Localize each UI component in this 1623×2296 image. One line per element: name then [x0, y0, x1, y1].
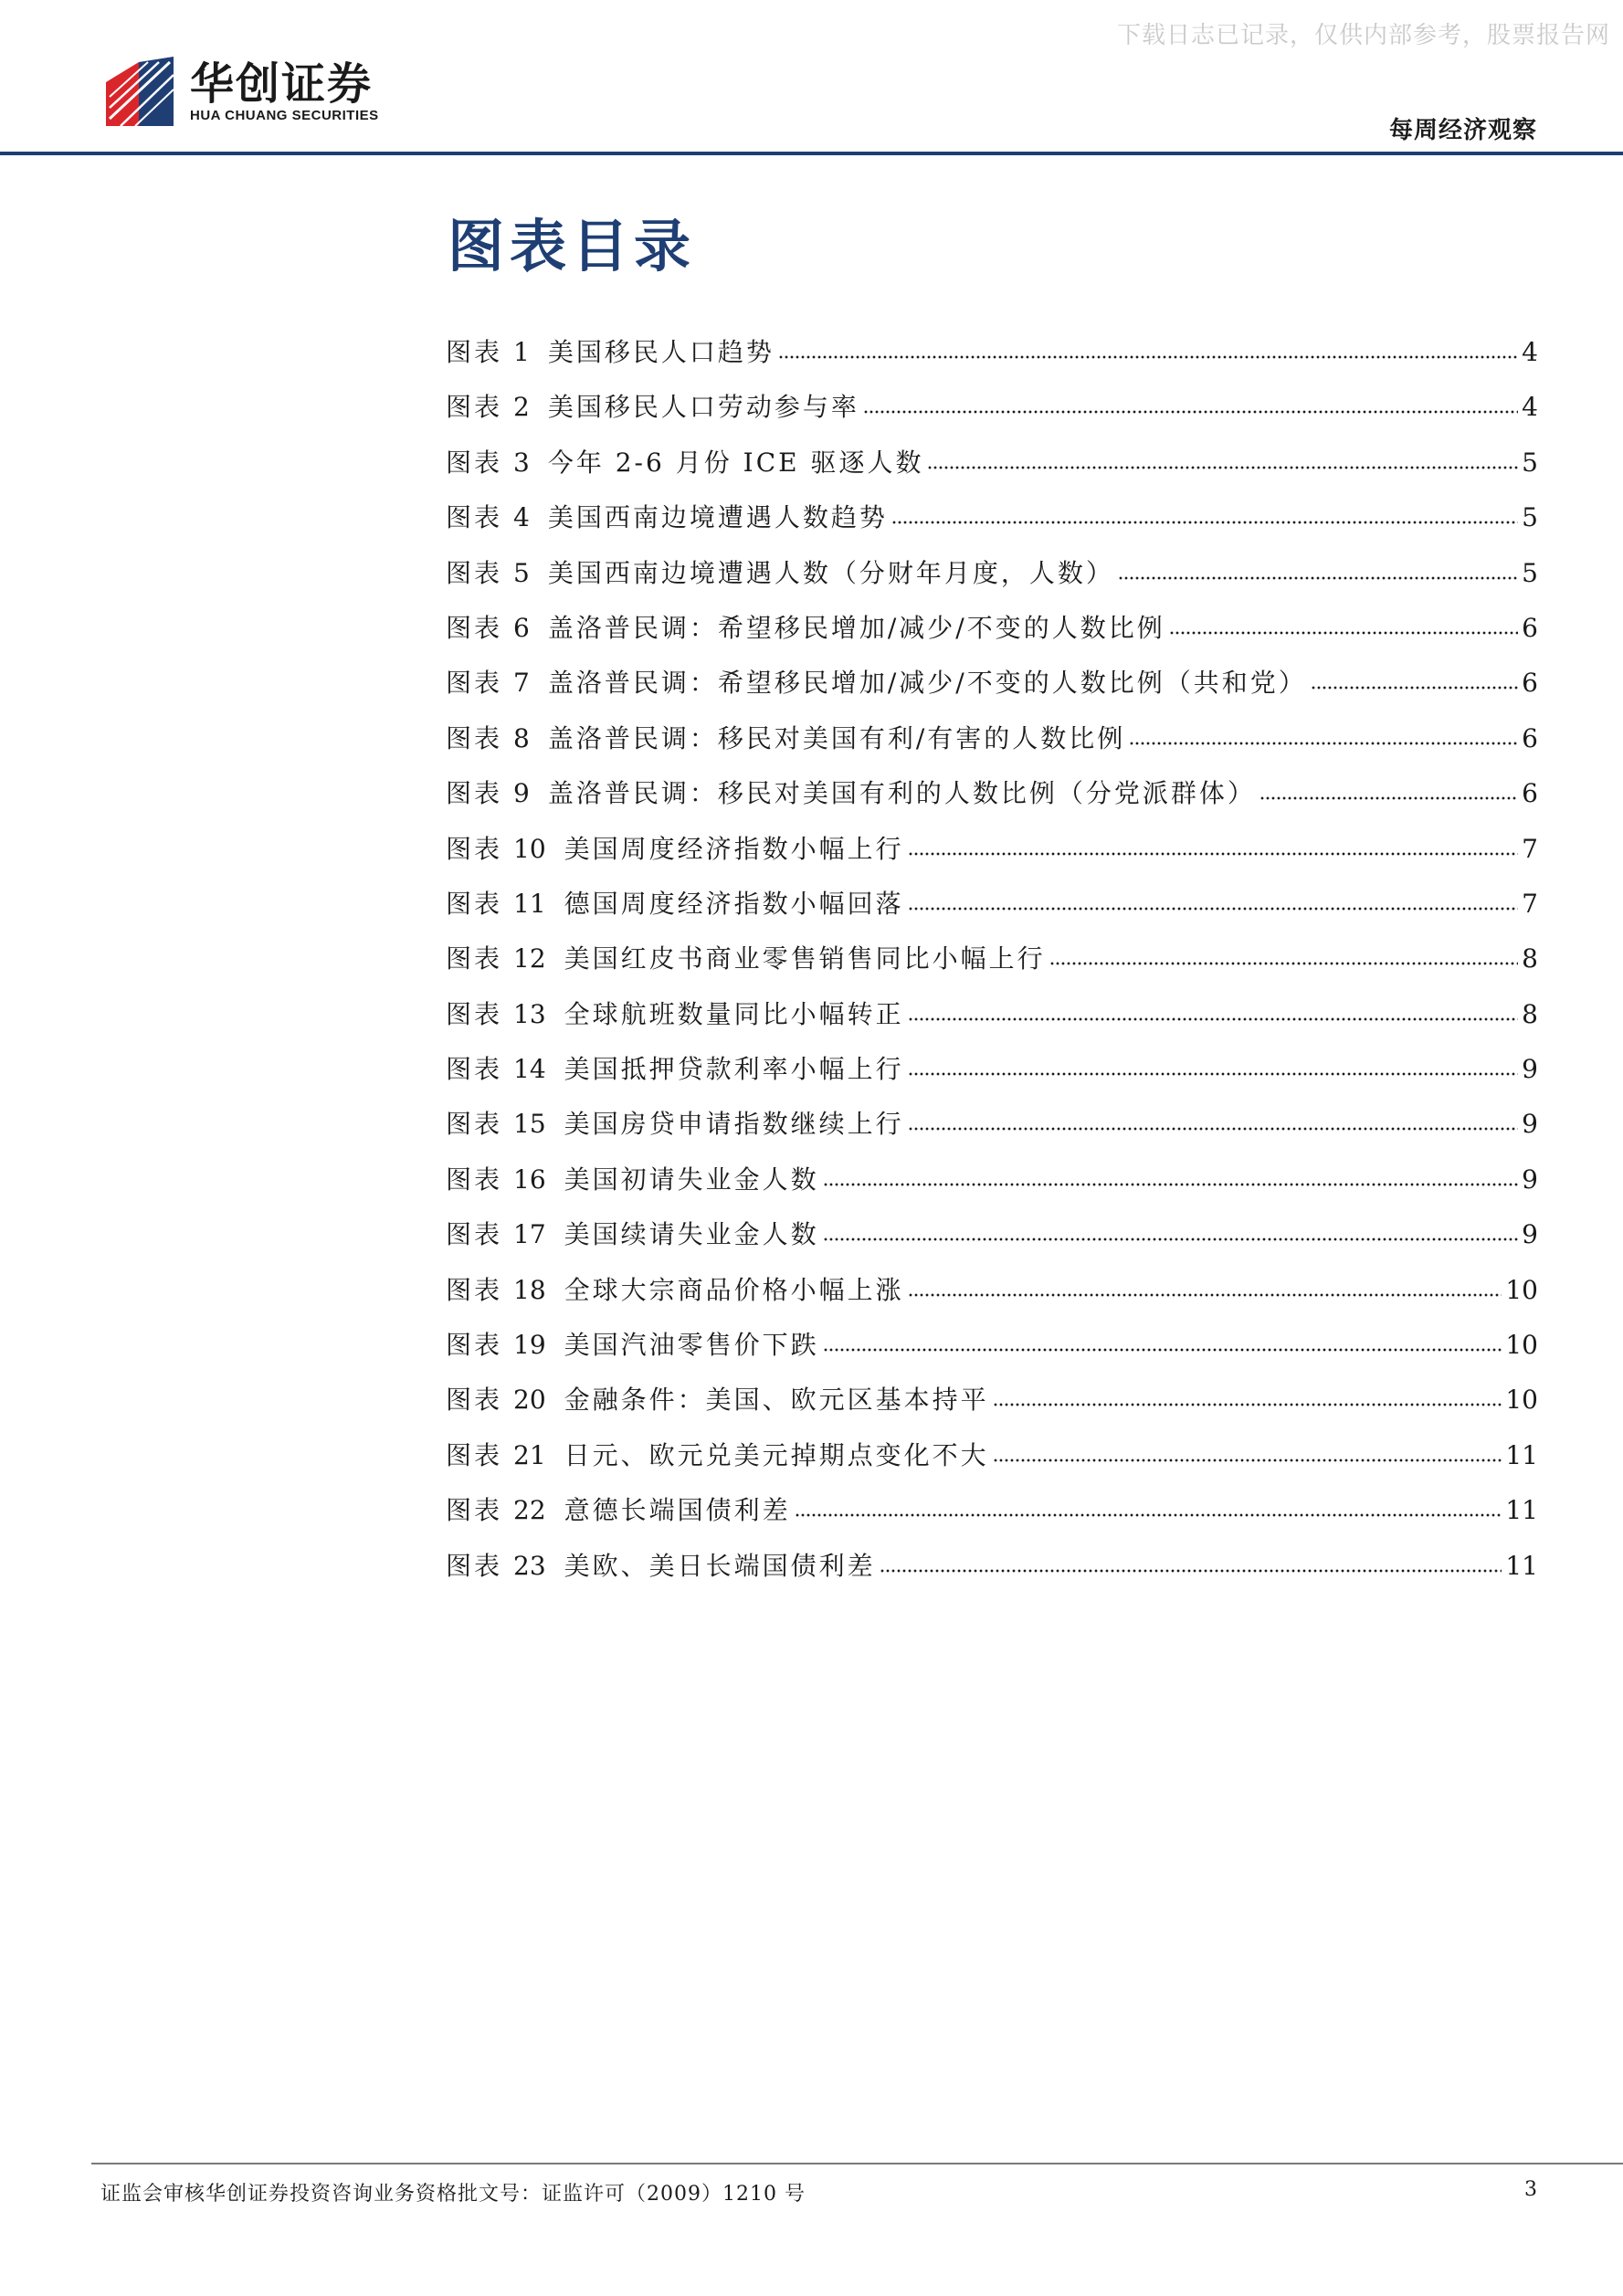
toc-leader-dots: [863, 408, 1518, 416]
toc-leader-dots: [908, 1016, 1519, 1023]
toc-item[interactable]: [446, 721, 1538, 775]
footer-divider: [91, 2163, 1623, 2164]
toc-leader-dots: [795, 1511, 1502, 1519]
toc-leader-dots: [1118, 574, 1518, 582]
toc-item[interactable]: [446, 1162, 1538, 1216]
toc-item-number: 10: [513, 833, 546, 864]
toc-item-page: 8: [1522, 943, 1538, 974]
toc-item-page: 5: [1522, 557, 1538, 588]
toc-item[interactable]: [446, 1438, 1538, 1492]
toc-item-number: 23: [513, 1550, 546, 1581]
toc-item-number: 17: [513, 1219, 546, 1250]
toc-leader-dots: [891, 519, 1518, 526]
toc-item-title: 全球大宗商品价格小幅上涨: [564, 1274, 904, 1305]
toc-item-number: 1: [513, 337, 530, 367]
toc-list: [446, 334, 1538, 1603]
toc-item-page: 10: [1505, 1330, 1538, 1361]
toc-leader-dots: [908, 1070, 1519, 1078]
toc-item-page: 5: [1522, 502, 1538, 533]
toc-item-title: 美国初请失业金人数: [564, 1164, 819, 1195]
toc-item-label: 图表: [446, 1330, 503, 1361]
toc-item-label: 图表: [446, 943, 503, 974]
toc-title: 图表目录: [448, 213, 697, 279]
toc-item-number: 8: [513, 722, 530, 753]
toc-leader-dots: [908, 905, 1519, 912]
toc-item-label: 图表: [446, 668, 503, 699]
toc-leader-dots: [993, 1401, 1502, 1408]
toc-item-label: 图表: [446, 998, 503, 1029]
toc-item-label: 图表: [446, 447, 503, 478]
toc-item[interactable]: [446, 1051, 1538, 1106]
toc-item-label: 图表: [446, 1439, 503, 1470]
page-number: 3: [1524, 2178, 1537, 2201]
toc-item-number: 12: [513, 943, 546, 974]
toc-item-title: 日元、欧元兑美元掉期点变化不大: [564, 1439, 989, 1470]
toc-item-label: 图表: [446, 1550, 503, 1581]
toc-item-title: 德国周度经济指数小幅回落: [564, 888, 904, 919]
toc-item-number: 13: [513, 998, 546, 1029]
toc-item[interactable]: [446, 334, 1538, 389]
toc-item-number: 7: [513, 668, 530, 699]
toc-item-page: 7: [1522, 888, 1538, 919]
toc-item[interactable]: [446, 389, 1538, 444]
toc-item-number: 11: [513, 888, 546, 919]
logo-chinese-name: 华创证券: [190, 58, 374, 110]
toc-item-title: 美国移民人口趋势: [547, 337, 775, 367]
toc-leader-dots: [778, 353, 1518, 361]
toc-item-title: 盖洛普民调：移民对美国有利/有害的人数比例: [547, 722, 1126, 753]
toc-item-number: 21: [513, 1439, 546, 1470]
toc-item-label: 图表: [446, 612, 503, 643]
toc-item-page: 5: [1522, 447, 1538, 478]
toc-leader-dots: [993, 1457, 1502, 1464]
toc-item-title: 盖洛普民调：希望移民增加/减少/不变的人数比例（共和党）: [547, 668, 1307, 699]
toc-item-number: 19: [513, 1330, 546, 1361]
toc-item-number: 3: [513, 447, 530, 478]
toc-item[interactable]: [446, 1548, 1538, 1603]
toc-leader-dots: [1259, 795, 1518, 802]
toc-item-label: 图表: [446, 1495, 503, 1526]
toc-item-page: 6: [1522, 668, 1538, 699]
toc-item-title: 美国房贷申请指数继续上行: [564, 1109, 904, 1140]
toc-leader-dots: [927, 464, 1518, 471]
toc-item-label: 图表: [446, 1164, 503, 1195]
toc-item-page: 11: [1505, 1495, 1538, 1526]
toc-item-page: 11: [1505, 1550, 1538, 1581]
toc-item-page: 6: [1522, 612, 1538, 643]
toc-item[interactable]: [446, 831, 1538, 886]
toc-item-title: 全球航班数量同比小幅转正: [564, 998, 904, 1029]
toc-item-label: 图表: [446, 888, 503, 919]
toc-item-page: 9: [1522, 1054, 1538, 1085]
toc-item[interactable]: [446, 665, 1538, 720]
toc-item-page: 9: [1522, 1109, 1538, 1140]
toc-leader-dots: [908, 1291, 1502, 1299]
toc-item[interactable]: [446, 1492, 1538, 1547]
toc-item[interactable]: [446, 996, 1538, 1051]
toc-item[interactable]: [446, 1216, 1538, 1271]
toc-item-page: 10: [1505, 1274, 1538, 1305]
toc-item-number: 16: [513, 1164, 546, 1195]
toc-item-label: 图表: [446, 1054, 503, 1085]
toc-item[interactable]: [446, 886, 1538, 941]
toc-item[interactable]: [446, 555, 1538, 610]
toc-item-number: 14: [513, 1054, 546, 1085]
toc-item[interactable]: [446, 1106, 1538, 1161]
toc-item-title: 美国汽油零售价下跌: [564, 1330, 819, 1361]
toc-item-number: 20: [513, 1385, 546, 1416]
toc-item[interactable]: [446, 775, 1538, 830]
toc-item-label: 图表: [446, 833, 503, 864]
toc-item-title: 金融条件：美国、欧元区基本持平: [564, 1385, 989, 1416]
toc-item-number: 2: [513, 392, 530, 423]
toc-leader-dots: [1169, 629, 1518, 637]
toc-item-page: 10: [1505, 1385, 1538, 1416]
toc-item-label: 图表: [446, 557, 503, 588]
footer-license: 证监会审核华创证券投资咨询业务资格批文号：证监许可（2009）1210 号: [100, 2183, 806, 2206]
toc-item-page: 7: [1522, 833, 1538, 864]
toc-item-number: 18: [513, 1274, 546, 1305]
toc-item-label: 图表: [446, 1385, 503, 1416]
toc-item-number: 6: [513, 612, 530, 643]
toc-item-page: 8: [1522, 998, 1538, 1029]
toc-item-page: 6: [1522, 778, 1538, 809]
watermark-text: 下载日志已记录，仅供内部参考，股票报告网: [1116, 22, 1610, 49]
toc-item-title: 今年 2-6 月份 ICE 驱逐人数: [547, 447, 924, 478]
logo-mark-icon: [102, 55, 177, 130]
toc-item-title: 美国西南边境遭遇人数（分财年月度，人数）: [547, 557, 1114, 588]
toc-item[interactable]: [446, 445, 1538, 500]
toc-leader-dots: [823, 1346, 1502, 1353]
company-logo: [102, 55, 379, 130]
logo-english-name: HUA CHUANG SECURITIES: [190, 108, 379, 123]
header-divider: [0, 152, 1623, 155]
toc-item-page: 9: [1522, 1219, 1538, 1250]
toc-item-label: 图表: [446, 337, 503, 367]
toc-item-page: 4: [1522, 337, 1538, 367]
toc-leader-dots: [908, 850, 1519, 858]
toc-item-page: 9: [1522, 1164, 1538, 1195]
toc-item-number: 15: [513, 1109, 546, 1140]
toc-leader-dots: [1311, 684, 1518, 691]
toc-item-label: 图表: [446, 778, 503, 809]
toc-item[interactable]: [446, 1382, 1538, 1437]
toc-item-number: 9: [513, 778, 530, 809]
toc-item-page: 4: [1522, 392, 1538, 423]
toc-item-title: 美国红皮书商业零售销售同比小幅上行: [564, 943, 1046, 974]
toc-item-number: 5: [513, 557, 530, 588]
toc-item[interactable]: [446, 941, 1538, 995]
toc-leader-dots: [1129, 740, 1518, 747]
toc-item[interactable]: [446, 610, 1538, 665]
toc-item-label: 图表: [446, 1274, 503, 1305]
toc-item-label: 图表: [446, 1109, 503, 1140]
toc-item-page: 6: [1522, 722, 1538, 753]
toc-item-label: 图表: [446, 722, 503, 753]
toc-leader-dots: [908, 1125, 1519, 1132]
toc-item-page: 11: [1505, 1439, 1538, 1470]
toc-item-title: 美国西南边境遭遇人数趋势: [547, 502, 888, 533]
toc-item-title: 美国移民人口劳动参与率: [547, 392, 859, 423]
toc-item-label: 图表: [446, 1219, 503, 1250]
report-type: 每周经济观察: [1388, 117, 1537, 144]
toc-item-title: 美国周度经济指数小幅上行: [564, 833, 904, 864]
toc-item[interactable]: [446, 1327, 1538, 1382]
toc-leader-dots: [823, 1236, 1519, 1243]
toc-item-title: 美国抵押贷款利率小幅上行: [564, 1054, 904, 1085]
toc-item-title: 盖洛普民调：移民对美国有利的人数比例（分党派群体）: [547, 778, 1256, 809]
toc-leader-dots: [880, 1567, 1502, 1575]
toc-item-number: 22: [513, 1495, 546, 1526]
toc-item-title: 意德长端国债利差: [564, 1495, 791, 1526]
toc-item-title: 美欧、美日长端国债利差: [564, 1550, 876, 1581]
toc-leader-dots: [1049, 960, 1519, 967]
toc-item-label: 图表: [446, 502, 503, 533]
toc-item-number: 4: [513, 502, 530, 533]
toc-item[interactable]: [446, 1272, 1538, 1327]
toc-item[interactable]: [446, 500, 1538, 554]
toc-item-label: 图表: [446, 392, 503, 423]
toc-item-title: 美国续请失业金人数: [564, 1219, 819, 1250]
toc-leader-dots: [823, 1181, 1519, 1188]
toc-item-title: 盖洛普民调：希望移民增加/减少/不变的人数比例: [547, 612, 1165, 643]
